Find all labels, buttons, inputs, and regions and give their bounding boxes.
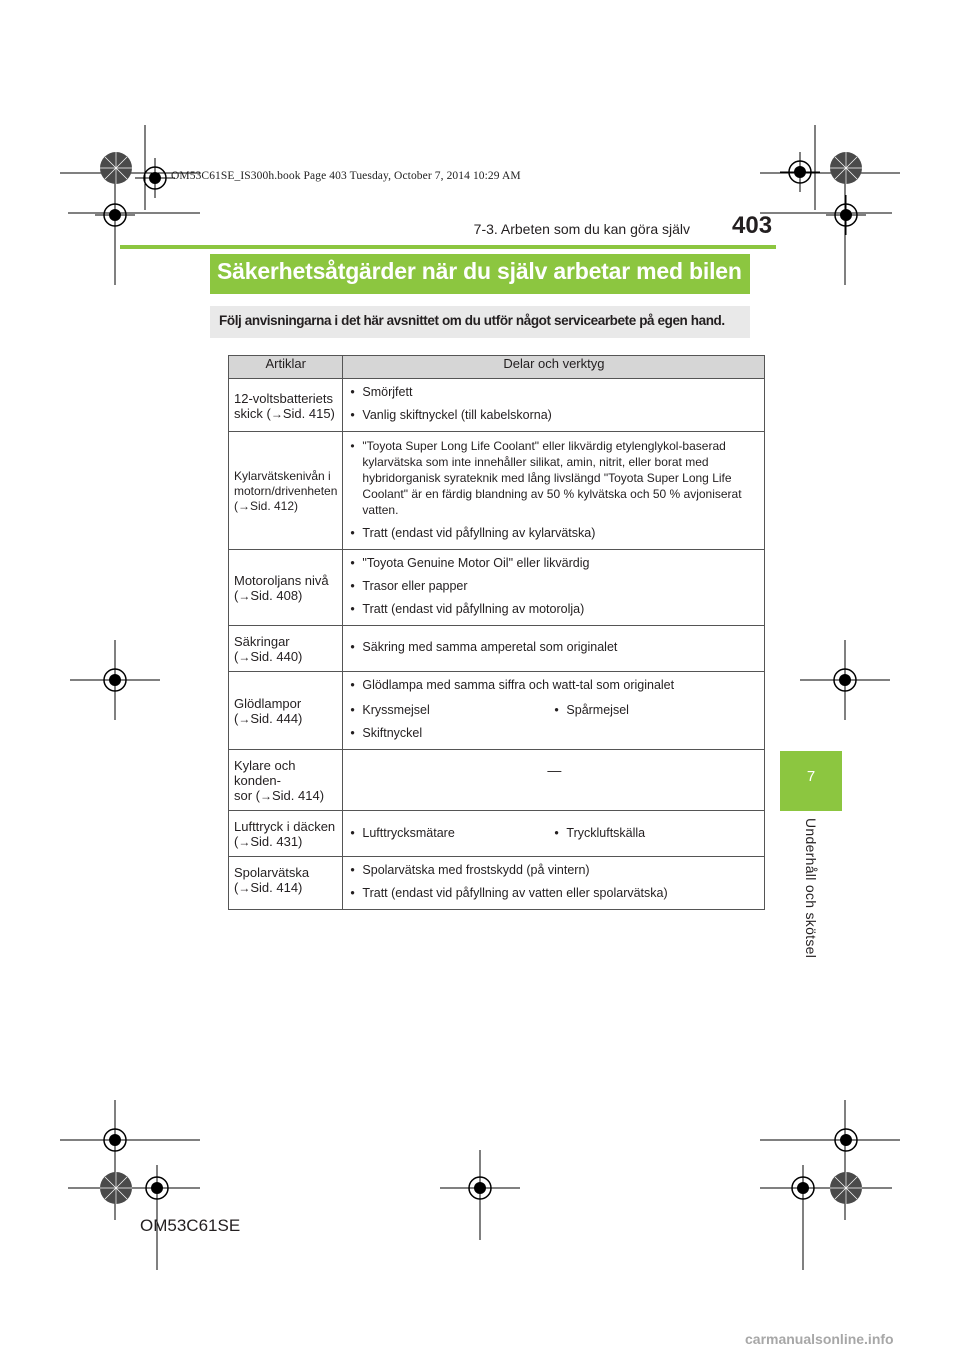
row-name: Glödlampor (→Sid. 444) [229, 672, 343, 750]
title-bar [210, 254, 750, 294]
list-item: • Tratt (endast vid påfyllning av kylarvätska) [350, 526, 758, 541]
chapter-tab[interactable] [780, 751, 842, 811]
table-row [229, 811, 765, 857]
list-item: • Glödlampa med samma siffra och watt-tal som originalet [350, 678, 758, 693]
table-row [229, 626, 765, 672]
row-name: Lufttryck i däcken (→Sid. 431) [229, 811, 343, 857]
arrow-right-icon: → [238, 835, 251, 849]
list-item: • Trasor eller papper [350, 579, 758, 594]
list-item: • "Toyota Genuine Motor Oil" eller likvärdig [350, 556, 758, 571]
target-circle-icon [826, 195, 866, 235]
page-number: 403 [732, 212, 773, 239]
row-name: Spolarvätska (→Sid. 414) [229, 857, 343, 910]
arrow-right-icon: → [270, 406, 283, 421]
table-row [229, 672, 765, 750]
row-items [343, 750, 765, 811]
row-name: Säkringar (→Sid. 440) [229, 626, 343, 672]
target-circle-icon [780, 152, 820, 192]
target-circle-icon [783, 1168, 823, 1208]
list-item: • Vanlig skiftnyckel (till kabelskorna) [350, 408, 758, 423]
row-items [343, 626, 765, 672]
starburst-icon [828, 150, 864, 186]
row-name: Kylare och konden- sor (→Sid. 414) [229, 750, 343, 811]
row-items [343, 379, 765, 432]
arrow-right-icon: → [238, 589, 251, 603]
row-items [343, 857, 765, 910]
book-file-info: OM53C61SE_IS300h.book Page 403 Tuesday, October 7, 2014 10:29 AM [171, 170, 521, 182]
target-circle-icon [137, 1168, 177, 1208]
list-item: • "Toyota Super Long Life Coolant" eller likvärdig etylenglykol-baserad kylarvätska som inte innehåller silikat, amin, nitrit, eller borat med hybridorganisk syrateknik med lång livslängd "Toyota Super Long Life Coolant" är en färdig blandning av 50 % kylvätska och 50 % avjoniserat vatten. [350, 438, 758, 518]
target-circle-icon [135, 158, 175, 198]
table-row [229, 857, 765, 910]
list-item: • Tratt (endast vid påfyllning av motorolja) [350, 602, 758, 617]
list-item: • Skiftnyckel [350, 726, 758, 741]
row-items [343, 811, 765, 857]
page-title: Säkerhetsåtgärder när du själv arbetar med bilen [217, 258, 742, 284]
arrow-right-icon: → [238, 650, 251, 664]
table-row [229, 550, 765, 626]
list-item: • Kryssmejsel [350, 703, 554, 718]
arrow-right-icon: → [238, 712, 251, 726]
list-item: • Tratt (endast vid påfyllning av vatten eller spolarvätska) [350, 886, 758, 901]
table-header-row [229, 356, 765, 379]
table-row [229, 379, 765, 432]
empty-dash: — [547, 762, 562, 778]
manual-code: OM53C61SE [140, 1216, 241, 1235]
tools-table [228, 355, 765, 910]
starburst-icon [98, 1170, 134, 1206]
list-item: • Säkring med samma amperetal som originalet [350, 640, 758, 655]
watermark-link[interactable]: carmanualsonline.info [745, 1331, 894, 1347]
chapter-label: Underhåll och skötsel [803, 818, 819, 959]
column-header-items: Artiklar [229, 356, 343, 379]
list-item: • Tryckluftskälla [554, 826, 758, 841]
starburst-icon [828, 1170, 864, 1206]
row-items [343, 550, 765, 626]
crop-mark-mid-right [800, 640, 890, 720]
intro-bar [210, 306, 750, 338]
target-circle-icon [826, 1120, 866, 1160]
column-header-parts: Delar och verktyg [343, 356, 765, 379]
row-name: Motoroljans nivå (→Sid. 408) [229, 550, 343, 626]
arrow-right-icon: → [260, 789, 272, 803]
table-row [229, 750, 765, 811]
row-name: 12-voltsbatteriets skick (→Sid. 415) [229, 379, 343, 432]
chapter-number: 7 [806, 768, 816, 785]
section-heading: 7-3. Arbeten som du kan göra själv [473, 221, 690, 237]
arrow-right-icon: → [238, 881, 251, 895]
table-row [229, 432, 765, 550]
list-item-pair [350, 824, 758, 841]
list-item: • Spårmejsel [554, 703, 758, 718]
crop-mark-bottom-center [440, 1150, 520, 1240]
crop-mark-mid-left [70, 640, 160, 720]
starburst-icon [98, 150, 134, 186]
intro-text: Följ anvisningarna i det här avsnittet om du utför något servicearbete på egen hand. [219, 313, 725, 328]
target-circle-icon [95, 1120, 135, 1160]
header-rule [120, 245, 776, 249]
list-item: • Smörjfett [350, 385, 758, 400]
target-circle-icon [95, 195, 135, 235]
list-item: • Spolarvätska med frostskydd (på vintern) [350, 863, 758, 878]
list-item: • Lufttrycksmätare [350, 826, 554, 841]
row-name: Kylarvätskenivån i motorn/drivenheten (→Sid. 412) [229, 432, 343, 550]
row-items [343, 432, 765, 550]
row-items [343, 672, 765, 750]
list-item-pair [350, 701, 758, 718]
arrow-right-icon: → [238, 499, 250, 513]
